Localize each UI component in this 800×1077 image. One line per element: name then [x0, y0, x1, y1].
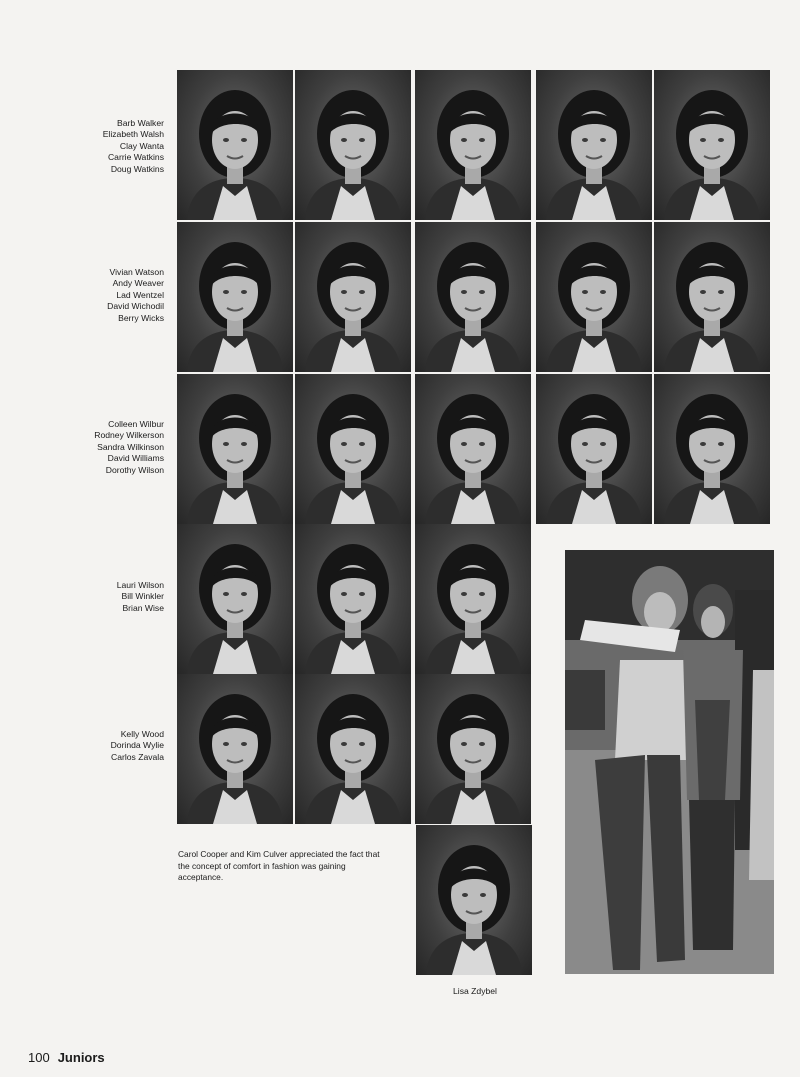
page-folio [28, 1050, 105, 1065]
portrait-photo [654, 70, 770, 220]
name-label: Andy Weaver [112, 278, 164, 289]
portrait-photo [536, 222, 652, 372]
portrait-photo [177, 222, 293, 372]
section-title: Juniors [57, 1050, 105, 1065]
portrait-photo [415, 70, 531, 220]
name-label: Bill Winkler [121, 591, 164, 602]
portrait-photo [295, 222, 411, 372]
portrait-photo [415, 374, 531, 524]
name-label: Vivian Watson [109, 267, 164, 277]
name-label: Barb Walker [117, 118, 164, 128]
portrait-photo [177, 374, 293, 524]
name-label: Brian Wise [122, 602, 164, 613]
portrait-photo [415, 674, 531, 824]
portrait-photo [536, 70, 652, 220]
portrait-photo [654, 222, 770, 372]
name-label: Clay Wanta [119, 140, 164, 151]
name-label: Berry Wicks [118, 312, 164, 323]
candid-photo [565, 550, 774, 974]
name-label: Carrie Watkins [107, 152, 164, 163]
name-label: David Wichodil [107, 301, 164, 312]
portrait-photo [177, 674, 293, 824]
name-label: Elizabeth Walsh [102, 129, 164, 140]
portrait-photo [177, 524, 293, 674]
names-row-5 [40, 729, 164, 763]
portrait-photo [415, 222, 531, 372]
portrait-photo [415, 524, 531, 674]
portrait-photo [295, 674, 411, 824]
name-label: Colleen Wilbur [108, 419, 164, 429]
names-row-1 [40, 118, 164, 175]
name-label: Carlos Zavala [110, 751, 164, 762]
portrait-photo-lisa-zdybel [416, 825, 532, 975]
portrait-photo [295, 70, 411, 220]
names-row-3 [40, 419, 164, 476]
portrait-photo [177, 70, 293, 220]
names-row-4 [40, 580, 164, 614]
name-label: Doug Watkins [110, 163, 164, 174]
name-label: Lad Wentzel [116, 289, 164, 300]
portrait-photo [536, 374, 652, 524]
name-label: Dorothy Wilson [105, 464, 164, 475]
name-label: Sandra Wilkinson [97, 441, 164, 452]
portrait-photo [295, 524, 411, 674]
page-number: 100 [28, 1050, 50, 1065]
names-row-2 [40, 267, 164, 324]
name-label: Dorinda Wylie [110, 740, 164, 751]
name-label: Lauri Wilson [116, 580, 164, 590]
portrait-photo [295, 374, 411, 524]
single-portrait-name: Lisa Zdybel [453, 986, 497, 996]
name-label: Kelly Wood [120, 729, 164, 739]
candid-caption: Carol Cooper and Kim Culver appreciated the fact that the concept of comfort in fashion was gaining acceptance. [178, 849, 380, 883]
name-label: Rodney Wilkerson [94, 430, 164, 441]
name-label: David Williams [107, 453, 164, 464]
portrait-photo [654, 374, 770, 524]
